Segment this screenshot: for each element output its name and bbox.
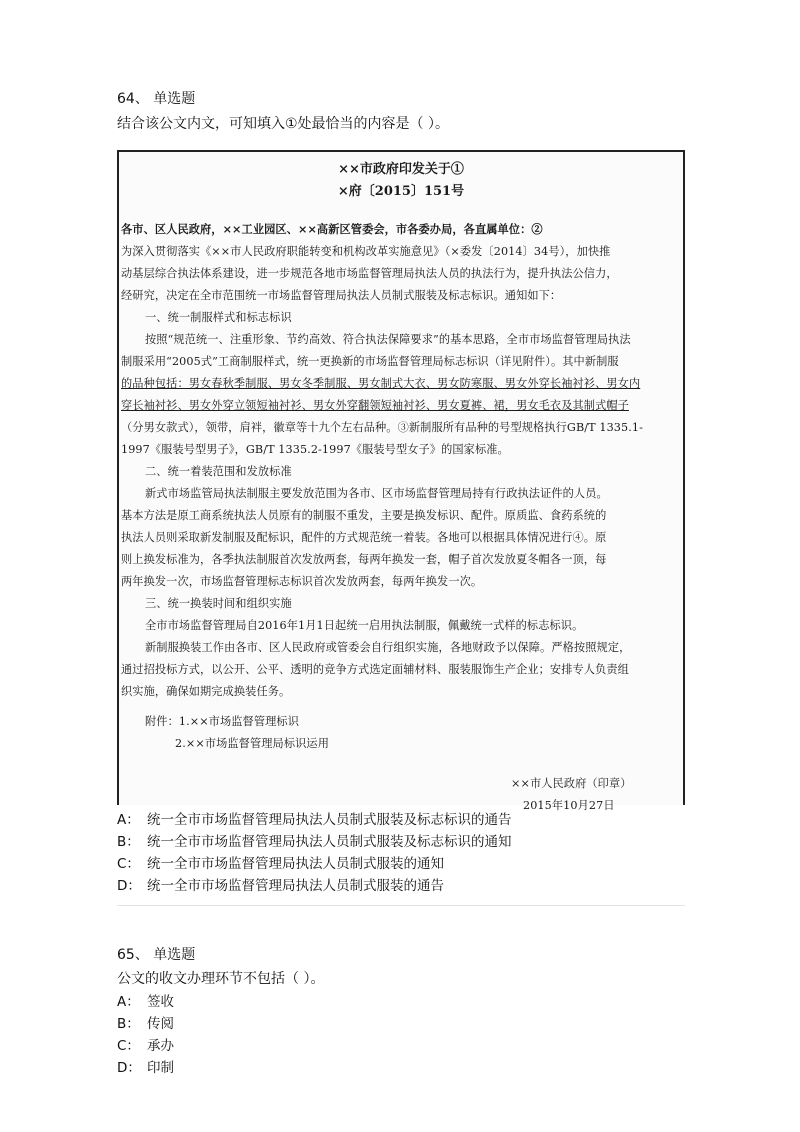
option-key: D：	[117, 1060, 141, 1076]
option-key: C：	[117, 856, 140, 872]
q64-header: 64、 单选题	[117, 91, 196, 107]
q64-option-b[interactable]	[117, 830, 512, 850]
doc-attachment-2: 2.××市场监督管理局标识运用	[175, 737, 329, 750]
divider	[117, 905, 685, 906]
doc-line: 为深入贯彻落实《××市人民政府职能转变和机构改革实施意见》（×委发〔2014〕34号），加快推	[121, 245, 611, 258]
doc-line: 穿长袖衬衫、男女外穿立领短袖衬衫、男女外穿翻领短袖衬衫、男女夏裤、裙，男女毛衣及其制式帽子	[121, 399, 629, 412]
doc-line: 通过招投标方式，以公开、公平、透明的竞争方式选定面辅材料、服装服饰生产企业；安排专人负责组	[121, 663, 629, 676]
doc-attachment-1: 附件：1.××市场监督管理标识	[145, 715, 299, 728]
option-key: C：	[117, 1038, 140, 1054]
doc-line: 新式市场监管局执法制服主要发放范围为各市、区市场监督管理局持有行政执法证件的人员。	[145, 487, 608, 500]
q65-option-c[interactable]	[117, 1034, 174, 1054]
option-text: 统一全市市场监督管理局执法人员制式服装的通告	[147, 878, 444, 894]
q65-option-b[interactable]	[117, 1012, 174, 1032]
doc-line: 则上换发标准为，各季执法制服首次发放两套，每两年换发一套，帽子首次发放夏冬帽各一顶，每	[121, 553, 607, 566]
doc-title: ××市政府印发关于①	[338, 162, 464, 177]
option-key: B：	[117, 834, 140, 850]
q64-option-c[interactable]	[117, 852, 444, 872]
option-text: 印制	[147, 1060, 174, 1076]
doc-line: 的品种包括：男女春秋季制服、男女冬季制服、男女制式大衣、男女防寒服、男女外穿长袖衬衫、男女内	[121, 377, 641, 390]
q65-option-d[interactable]	[117, 1056, 174, 1076]
q64-stem: 结合该公文内文，可知填入①处最恰当的内容是（ ）。	[117, 116, 449, 132]
option-text: 承办	[147, 1038, 174, 1054]
doc-line: 动基层综合执法体系建设，进一步规范各地市场监督管理局执法人员的执法行为，提升执法公信力，	[121, 267, 618, 280]
option-key: D：	[117, 878, 141, 894]
doc-line: 执法人员则采取新发制服及配标识，配件的方式规范统一着装。各地可以根据具体情况进行④。原	[121, 531, 607, 544]
option-text: 统一全市市场监督管理局执法人员制式服装的通知	[147, 856, 444, 872]
option-text: 签收	[147, 994, 174, 1010]
option-key: B：	[117, 1016, 140, 1032]
doc-line: 两年换发一次，市场监督管理标志标识首次发放两套，每两年换发一次。	[121, 575, 483, 588]
q65-stem: 公文的收文办理环节不包括（ ）。	[117, 971, 325, 987]
doc-line: 1997《服装号型男子》，GB/T 1335.2-1997《服装号型女子》的国家标准。	[121, 443, 509, 456]
q64-option-d[interactable]	[117, 874, 444, 894]
q64-option-a[interactable]	[117, 808, 512, 828]
doc-line: 各市、区人民政府，××工业园区、××高新区管委会，市各委办局，各直属单位：②	[121, 222, 543, 236]
option-text: 传阅	[147, 1016, 174, 1032]
option-key: A：	[117, 812, 140, 828]
doc-line: 一、统一制服样式和标志标识	[145, 311, 292, 324]
doc-signature: ××市人民政府（印章）	[511, 777, 632, 790]
scanned-document	[117, 150, 685, 812]
doc-date: 2015年10月27日	[523, 799, 615, 812]
option-text: 统一全市市场监督管理局执法人员制式服装及标志标识的通知	[147, 834, 512, 850]
doc-line: 新制服换装工作由各市、区人民政府或管委会自行组织实施，各地财政予以保障。严格按照规定，	[145, 641, 631, 654]
option-key: A：	[117, 994, 140, 1010]
doc-line: （分男女款式），领带，肩袢，徽章等十九个左右品种。③新制服所有品种的号型规格执行GB/T 1335.1-	[121, 421, 643, 434]
doc-line: 织实施，确保如期完成换装任务。	[121, 685, 291, 698]
doc-line: 制服采用“2005式”工商制服样式，统一更换新的市场监督管理局标志标识（详见附件）。其中新制服	[121, 355, 619, 368]
doc-line: 二、统一着装范围和发放标准	[145, 465, 292, 478]
doc-line: 全市市场监督管理局自2016年1月1日起统一启用执法制服，佩戴统一式样的标志标识。	[145, 619, 584, 632]
q65-header: 65、 单选题	[117, 947, 196, 963]
doc-line: 按照“规范统一、注重形象、节约高效、符合执法保障要求”的基本思路，全市市场监督管理局执法	[145, 333, 631, 346]
doc-line: 三、统一换装时间和组织实施	[145, 597, 292, 610]
doc-line: 基本方法是原工商系统执法人员原有的制服不重发，主要是换发标识、配件。原质监、食药系统的	[121, 509, 607, 522]
option-text: 统一全市市场监督管理局执法人员制式服装及标志标识的通告	[147, 812, 512, 828]
doc-line: 经研究，决定在全市范围统一市场监督管理局执法人员制式服装及标志标识。通知如下：	[121, 289, 562, 302]
q65-option-a[interactable]	[117, 990, 174, 1010]
doc-number: ×府〔2015〕151号	[337, 184, 465, 199]
